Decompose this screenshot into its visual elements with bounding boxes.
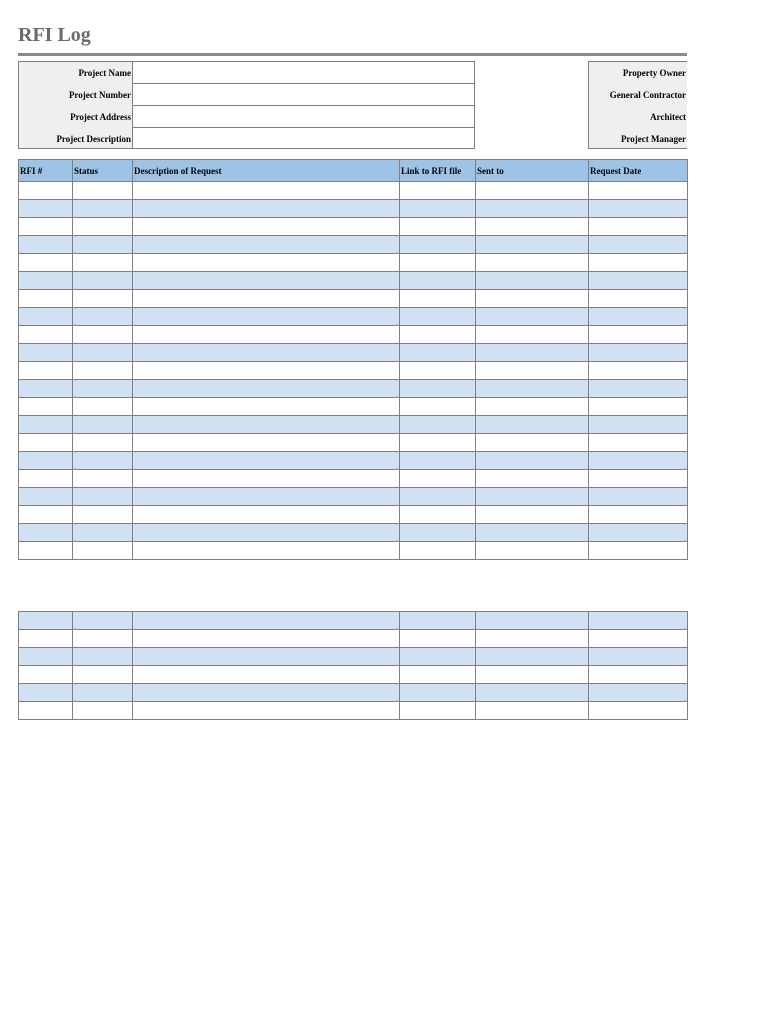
table-cell[interactable]	[476, 344, 589, 362]
table-cell[interactable]	[133, 254, 400, 272]
table-cell[interactable]	[589, 398, 688, 416]
table-cell[interactable]	[73, 434, 133, 452]
table-cell[interactable]	[589, 488, 688, 506]
table-row	[19, 200, 688, 218]
table-row	[19, 702, 688, 720]
title-divider	[18, 53, 687, 56]
table-cell[interactable]	[400, 200, 476, 218]
column-header-request-date: Request Date	[589, 160, 688, 182]
table-cell[interactable]	[19, 702, 73, 720]
table-cell[interactable]	[400, 666, 476, 684]
table-cell[interactable]	[73, 630, 133, 648]
table-cell[interactable]	[589, 542, 688, 560]
table-cell[interactable]	[19, 630, 73, 648]
table-cell[interactable]	[400, 254, 476, 272]
table-cell[interactable]	[73, 702, 133, 720]
table-cell[interactable]	[476, 666, 589, 684]
table-row	[19, 326, 688, 344]
table-cell[interactable]	[133, 452, 400, 470]
table-header-row	[19, 160, 688, 182]
table-cell[interactable]	[19, 290, 73, 308]
table-cell[interactable]	[19, 200, 73, 218]
table-cell[interactable]	[133, 684, 400, 702]
table-cell[interactable]	[19, 488, 73, 506]
table-cell[interactable]	[400, 648, 476, 666]
table-cell[interactable]	[476, 452, 589, 470]
table-row	[19, 308, 688, 326]
table-cell[interactable]	[133, 362, 400, 380]
table-cell[interactable]	[476, 702, 589, 720]
table-row	[19, 612, 688, 630]
column-header-link: Link to RFI file	[400, 160, 476, 182]
table-cell[interactable]	[476, 488, 589, 506]
table-row	[19, 236, 688, 254]
table-cell[interactable]	[476, 542, 589, 560]
table-cell[interactable]	[133, 290, 400, 308]
column-header-status: Status	[73, 160, 133, 182]
table-cell[interactable]	[400, 326, 476, 344]
table-row	[19, 648, 688, 666]
table-row	[19, 542, 688, 560]
table-row	[19, 362, 688, 380]
table-cell[interactable]	[19, 182, 73, 200]
table-cell[interactable]	[476, 398, 589, 416]
table-cell[interactable]	[73, 200, 133, 218]
table-cell[interactable]	[133, 398, 400, 416]
property-owner-label: Property Owner	[622, 68, 686, 78]
table-cell[interactable]	[133, 200, 400, 218]
table-cell[interactable]	[589, 236, 688, 254]
table-row	[19, 182, 688, 200]
table-cell[interactable]	[133, 326, 400, 344]
table-cell[interactable]	[73, 524, 133, 542]
project-number-field[interactable]	[133, 84, 474, 106]
table-cell[interactable]	[19, 434, 73, 452]
table-row	[19, 218, 688, 236]
table-cell[interactable]	[476, 362, 589, 380]
table-row	[19, 684, 688, 702]
project-info-block	[18, 61, 475, 149]
table-cell[interactable]	[476, 272, 589, 290]
table-cell[interactable]	[73, 488, 133, 506]
table-cell[interactable]	[476, 416, 589, 434]
project-number-label: Project Number	[68, 90, 131, 100]
table-cell[interactable]	[19, 684, 73, 702]
table-cell[interactable]	[400, 362, 476, 380]
table-cell[interactable]	[19, 218, 73, 236]
table-cell[interactable]	[73, 272, 133, 290]
table-cell[interactable]	[476, 434, 589, 452]
table-cell[interactable]	[73, 218, 133, 236]
table-cell[interactable]	[73, 362, 133, 380]
table-cell[interactable]	[476, 612, 589, 630]
rfi-log-continuation-table	[18, 611, 688, 720]
table-cell[interactable]	[400, 434, 476, 452]
table-cell[interactable]	[19, 236, 73, 254]
table-cell[interactable]	[476, 326, 589, 344]
table-cell[interactable]	[19, 506, 73, 524]
table-cell[interactable]	[133, 612, 400, 630]
table-cell[interactable]	[589, 416, 688, 434]
table-cell[interactable]	[589, 630, 688, 648]
table-cell[interactable]	[400, 630, 476, 648]
table-cell[interactable]	[400, 236, 476, 254]
table-cell[interactable]	[476, 684, 589, 702]
table-cell[interactable]	[589, 380, 688, 398]
table-cell[interactable]	[133, 182, 400, 200]
table-cell[interactable]	[400, 470, 476, 488]
table-cell[interactable]	[400, 272, 476, 290]
table-cell[interactable]	[589, 648, 688, 666]
project-info-values	[133, 62, 474, 148]
table-cell[interactable]	[73, 344, 133, 362]
table-cell[interactable]	[589, 452, 688, 470]
project-contacts-block	[588, 61, 687, 149]
table-cell[interactable]	[400, 344, 476, 362]
table-cell[interactable]	[19, 542, 73, 560]
table-cell[interactable]	[589, 200, 688, 218]
table-cell[interactable]	[589, 182, 688, 200]
table-cell[interactable]	[589, 524, 688, 542]
project-description-label: Project Description	[56, 134, 131, 144]
table-cell[interactable]	[73, 470, 133, 488]
table-cell[interactable]	[476, 182, 589, 200]
table-row	[19, 470, 688, 488]
table-cell[interactable]	[133, 218, 400, 236]
table-cell[interactable]	[589, 272, 688, 290]
table-cell[interactable]	[400, 290, 476, 308]
table-cell[interactable]	[73, 648, 133, 666]
table-cell[interactable]	[19, 452, 73, 470]
table-row	[19, 524, 688, 542]
table-cell[interactable]	[19, 308, 73, 326]
table-cell[interactable]	[589, 326, 688, 344]
table-cell[interactable]	[73, 326, 133, 344]
table-cell[interactable]	[589, 702, 688, 720]
table-cell[interactable]	[400, 524, 476, 542]
table-cell[interactable]	[73, 452, 133, 470]
table-cell[interactable]	[133, 344, 400, 362]
table-cell[interactable]	[589, 218, 688, 236]
table-cell[interactable]	[133, 236, 400, 254]
table-cell[interactable]	[133, 434, 400, 452]
table-row	[19, 398, 688, 416]
table-cell[interactable]	[400, 398, 476, 416]
table-cell[interactable]	[19, 524, 73, 542]
table-cell[interactable]	[589, 290, 688, 308]
table-cell[interactable]	[133, 470, 400, 488]
column-header-sent-to: Sent to	[476, 160, 589, 182]
project-info-labels	[19, 62, 133, 148]
table-cell[interactable]	[476, 524, 589, 542]
page-title: RFI Log	[18, 24, 91, 46]
table-cell[interactable]	[400, 416, 476, 434]
table-cell[interactable]	[589, 612, 688, 630]
table-cell[interactable]	[589, 506, 688, 524]
table-cell[interactable]	[73, 254, 133, 272]
table-cell[interactable]	[133, 630, 400, 648]
project-manager-label: Project Manager	[620, 134, 686, 144]
table-cell[interactable]	[19, 344, 73, 362]
table-cell[interactable]	[19, 416, 73, 434]
table-cell[interactable]	[589, 666, 688, 684]
table-cell[interactable]	[19, 470, 73, 488]
table-cell[interactable]	[133, 666, 400, 684]
column-header-rfi-number: RFI #	[19, 160, 73, 182]
table-cell[interactable]	[400, 452, 476, 470]
table-cell[interactable]	[73, 416, 133, 434]
table-cell[interactable]	[73, 236, 133, 254]
table-cell[interactable]	[400, 684, 476, 702]
rfi-log-table	[18, 159, 688, 560]
table-cell[interactable]	[589, 254, 688, 272]
table-cell[interactable]	[133, 272, 400, 290]
table-cell[interactable]	[400, 308, 476, 326]
table-row	[19, 434, 688, 452]
table-cell[interactable]	[73, 612, 133, 630]
table-cell[interactable]	[400, 612, 476, 630]
table-cell[interactable]	[19, 648, 73, 666]
table-row	[19, 416, 688, 434]
table-cell[interactable]	[476, 630, 589, 648]
table-cell[interactable]	[73, 666, 133, 684]
project-name-label: Project Name	[78, 68, 131, 78]
table-row	[19, 272, 688, 290]
general-contractor-label: General Contractor	[609, 90, 686, 100]
column-header-description: Description of Request	[133, 160, 400, 182]
table-cell[interactable]	[589, 308, 688, 326]
table-cell[interactable]	[19, 326, 73, 344]
table-cell[interactable]	[400, 380, 476, 398]
table-cell[interactable]	[400, 182, 476, 200]
table-cell[interactable]	[589, 434, 688, 452]
table-cell[interactable]	[73, 182, 133, 200]
table-cell[interactable]	[400, 218, 476, 236]
table-cell[interactable]	[73, 290, 133, 308]
table-cell[interactable]	[133, 380, 400, 398]
project-description-field[interactable]	[133, 128, 474, 150]
table-cell[interactable]	[476, 254, 589, 272]
table-cell[interactable]	[476, 470, 589, 488]
table-cell[interactable]	[476, 506, 589, 524]
table-cell[interactable]	[400, 702, 476, 720]
table-row	[19, 290, 688, 308]
table-cell[interactable]	[589, 470, 688, 488]
table-row	[19, 666, 688, 684]
table-cell[interactable]	[73, 684, 133, 702]
table-cell[interactable]	[476, 290, 589, 308]
table-row	[19, 254, 688, 272]
project-address-field[interactable]	[133, 106, 474, 128]
table-cell[interactable]	[133, 308, 400, 326]
table-cell[interactable]	[73, 380, 133, 398]
table-cell[interactable]	[19, 380, 73, 398]
table-cell[interactable]	[133, 488, 400, 506]
table-cell[interactable]	[476, 200, 589, 218]
table-cell[interactable]	[476, 236, 589, 254]
table-row	[19, 344, 688, 362]
table-row	[19, 488, 688, 506]
table-cell[interactable]	[400, 542, 476, 560]
table-cell[interactable]	[589, 684, 688, 702]
table-cell[interactable]	[19, 362, 73, 380]
table-cell[interactable]	[73, 506, 133, 524]
table-cell[interactable]	[73, 308, 133, 326]
table-cell[interactable]	[133, 702, 400, 720]
table-cell[interactable]	[19, 398, 73, 416]
table-cell[interactable]	[400, 506, 476, 524]
table-cell[interactable]	[400, 488, 476, 506]
table-row	[19, 630, 688, 648]
table-cell[interactable]	[133, 416, 400, 434]
architect-label: Architect	[650, 112, 686, 122]
table-cell[interactable]	[476, 380, 589, 398]
table-cell[interactable]	[19, 612, 73, 630]
project-name-field[interactable]	[133, 62, 474, 84]
table-cell[interactable]	[133, 542, 400, 560]
table-cell[interactable]	[73, 542, 133, 560]
table-row	[19, 380, 688, 398]
table-cell[interactable]	[133, 648, 400, 666]
table-cell[interactable]	[19, 272, 73, 290]
table-cell[interactable]	[133, 524, 400, 542]
table-row	[19, 452, 688, 470]
table-cell[interactable]	[476, 308, 589, 326]
table-cell[interactable]	[589, 362, 688, 380]
table-cell[interactable]	[73, 398, 133, 416]
table-cell[interactable]	[19, 666, 73, 684]
table-cell[interactable]	[476, 648, 589, 666]
table-cell[interactable]	[589, 344, 688, 362]
table-cell[interactable]	[19, 254, 73, 272]
table-cell[interactable]	[133, 506, 400, 524]
table-cell[interactable]	[476, 218, 589, 236]
table-row	[19, 506, 688, 524]
project-address-label: Project Address	[70, 112, 131, 122]
